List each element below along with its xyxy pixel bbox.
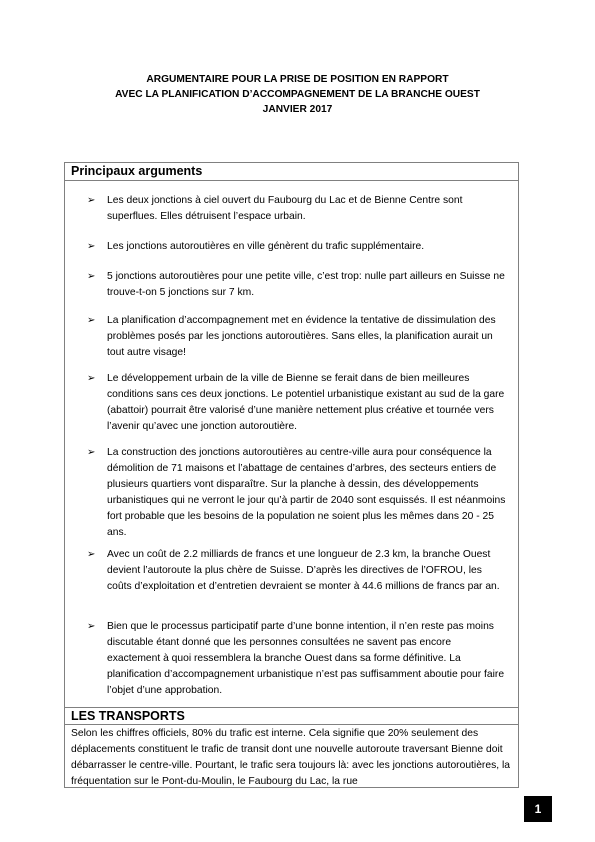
arrow-bullet-icon: ➢ — [87, 271, 96, 282]
arrow-bullet-icon: ➢ — [87, 621, 96, 632]
title-line-2: AVEC LA PLANIFICATION D’ACCOMPAGNEMENT DE LA BRANCHE OUEST — [115, 89, 480, 100]
arrow-bullet-icon: ➢ — [87, 315, 96, 326]
document-title — [0, 72, 595, 117]
argument-item — [87, 371, 507, 435]
argument-item — [87, 619, 507, 699]
argument-item — [87, 239, 507, 255]
argument-item — [87, 547, 507, 595]
argument-text: Avec un coût de 2.2 milliards de francs et une longueur de 2.3 km, la branche Ouest devient l’autoroute la plus chère de Suisse. D’après les directives de l’OFROU, les coûts d’exploitation et d’entretien devraient se monter à 44.6 millions de francs par an. — [107, 549, 500, 592]
arrow-bullet-icon: ➢ — [87, 447, 96, 458]
title-line-1: ARGUMENTAIRE POUR LA PRISE DE POSITION EN RAPPORT — [146, 74, 449, 85]
argument-text: 5 jonctions autoroutières pour une petite ville, c’est trop: nulle part ailleurs en Suisse ne trouve-t-on 5 jonctions sur 7 km. — [107, 271, 505, 298]
title-line-3: JANVIER 2017 — [262, 104, 333, 115]
argument-item — [87, 193, 507, 225]
argument-text: La planification d’accompagnement met en évidence la tentative de dissimulation des problèmes posés par les jonctions autoroutières. Sans elles, la planification aurait un tout autre visage! — [107, 315, 496, 358]
transports-box — [64, 708, 519, 788]
argument-text: Les deux jonctions à ciel ouvert du Faubourg du Lac et de Bienne Centre sont superflues. Elles détruisent l’espace urbain. — [107, 195, 463, 222]
argument-text: Bien que le processus participatif parte d’une bonne intention, il n’en reste pas moins discutable étant donné que les personnes consultées ne savent pas encore exactement à quoi ressemblera la branche Ouest dans sa forme définitive. La planification d’accompagnement urbanistique n’est pas suffisamment aboutie pour faire l’objet d’une approbation. — [107, 621, 505, 696]
page-number: 1 — [524, 796, 552, 822]
arrow-bullet-icon: ➢ — [87, 195, 96, 206]
argument-item — [87, 313, 507, 361]
arguments-box — [64, 162, 519, 708]
transports-heading: LES TRANSPORTS — [65, 708, 518, 725]
arguments-heading: Principaux arguments — [65, 163, 518, 181]
argument-text: Les jonctions autoroutières en ville génèrent du trafic supplémentaire. — [107, 241, 425, 252]
arrow-bullet-icon: ➢ — [87, 549, 96, 560]
transports-paragraph: Selon les chiffres officiels, 80% du trafic est interne. Cela signifie que 20% seulement des déplacements constituent le trafic de transit dont une nouvelle autoroute traversant Bienne doit débarrasser le centre-ville. Pourtant, le trafic sera toujours là: avec les jonctions autoroutières, la fréquentation sur le Pont-du-Moulin, le Faubourg du Lac, la rue — [71, 728, 510, 787]
arrow-bullet-icon: ➢ — [87, 241, 96, 252]
arrow-bullet-icon: ➢ — [87, 373, 96, 384]
argument-text: Le développement urbain de la ville de Bienne se ferait dans de bien meilleures conditions sans ces deux jonctions. Le potentiel urbanistique existant au sud de la gare (abattoir) pourrait être valorisé d’une manière nettement plus créative et tournée vers l’avenir qu’avec une jonction autoroutière. — [107, 373, 505, 432]
argument-text: La construction des jonctions autoroutières au centre-ville aura pour conséquence la démolition de 71 maisons et l’abattage de centaines d’arbres, des secteurs entiers de plusieurs quartiers vont disparaître. Sur la planche à dessin, des développements urbanistiques qui ne verront le jour qu’à partir de 2040 sont esquissés. Il est néanmoins fort probable que les besoins de la population ne soient plus les mêmes dans 20 - 25 ans. — [107, 447, 506, 538]
argument-item — [87, 269, 507, 301]
argument-item — [87, 445, 507, 540]
